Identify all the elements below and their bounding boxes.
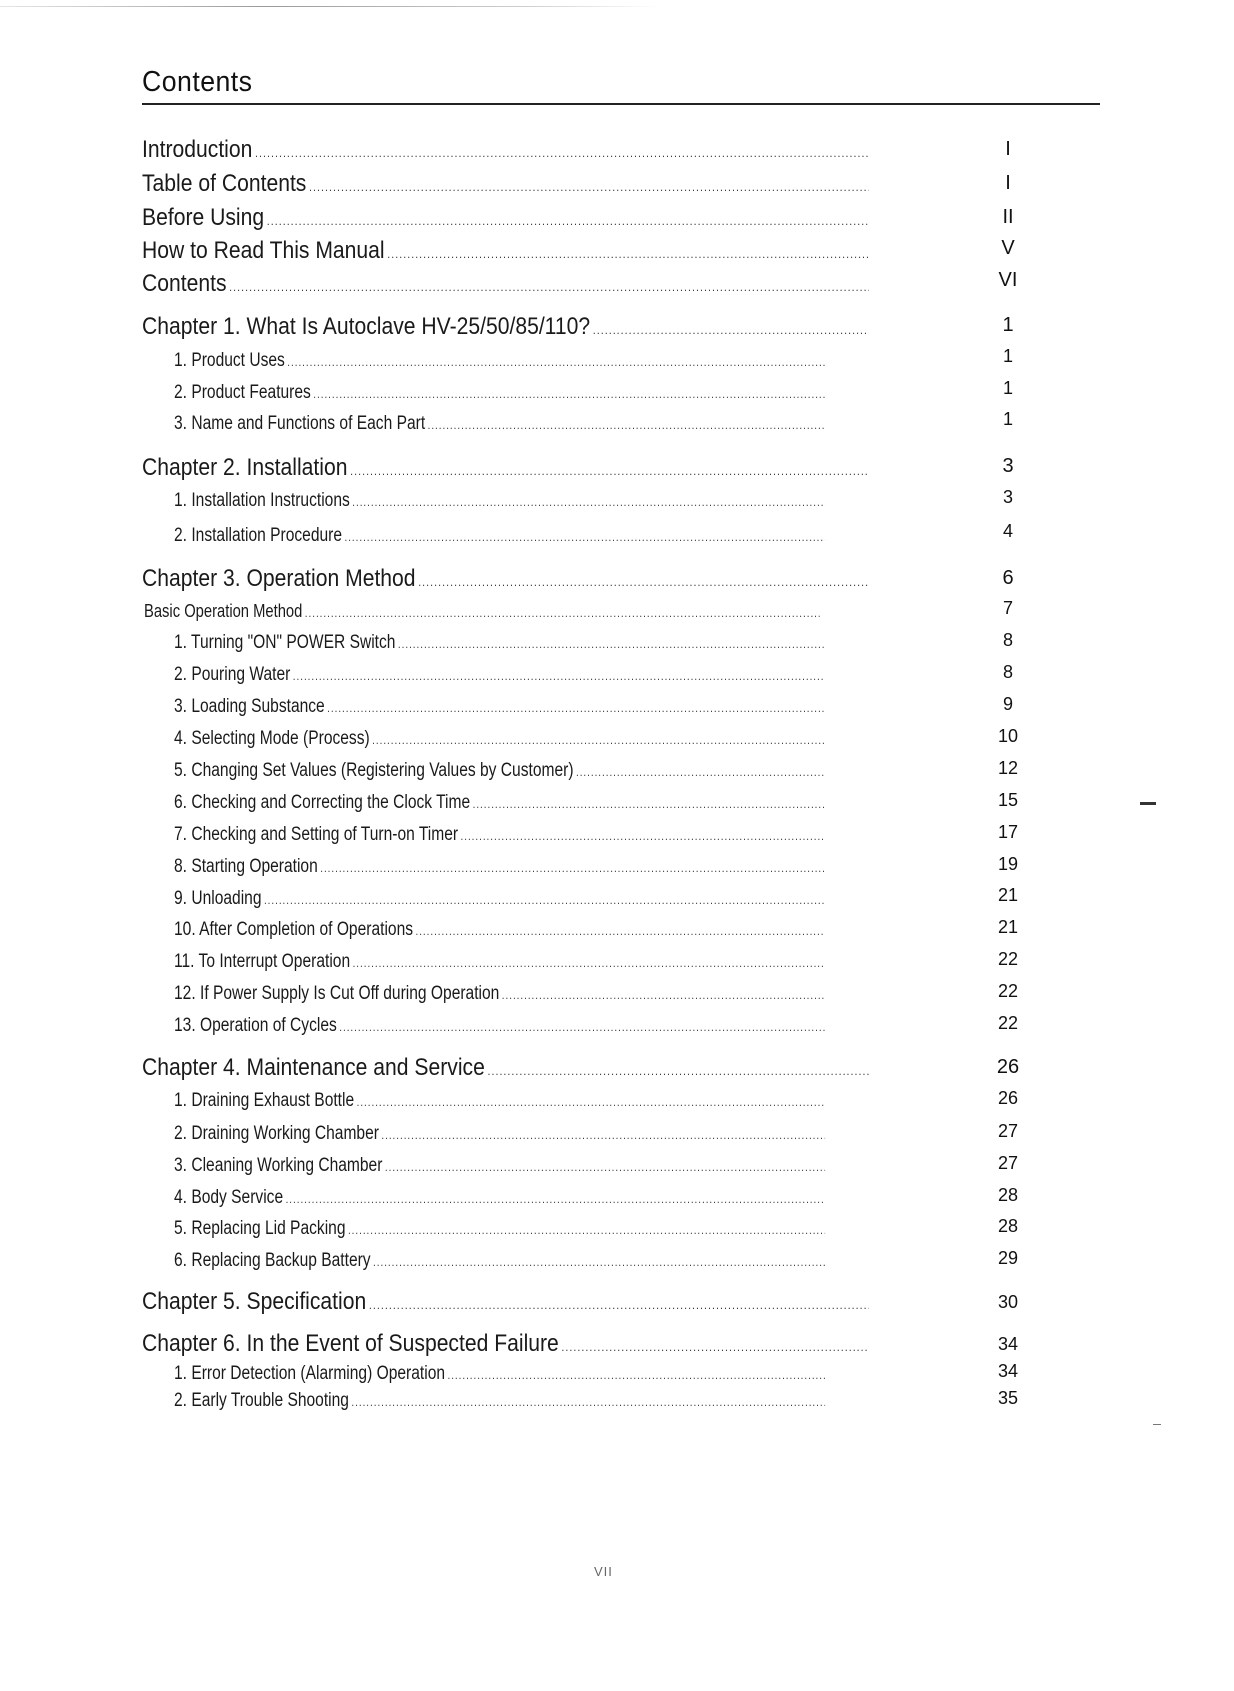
leader-dots [255,146,869,160]
toc-entry-title: Before Using [142,204,265,231]
toc-chapter-4[interactable] [142,1054,869,1082]
toc-page-number: I [1005,138,1011,160]
toc-entry-3-9[interactable] [174,888,825,910]
page-footer-number: VII [594,1564,613,1579]
leader-dots [350,464,869,478]
toc-entry-title: 4. Selecting Mode (Process) [174,728,370,749]
leader-dots [229,280,869,294]
toc-entry-title: 13. Operation of Cycles [174,1015,337,1036]
leader-dots [267,214,869,228]
leader-dots [447,1368,825,1382]
leader-dots [461,829,826,843]
toc-entry-title: 2. Early Trouble Shooting [174,1390,349,1411]
leader-dots [348,1223,825,1237]
toc-page-number: VI [998,269,1018,291]
page-heading: Contents [142,66,253,98]
toc-entry-3-7[interactable] [174,824,825,846]
leader-dots [593,323,869,337]
toc-page-number: 26 [996,1056,1020,1078]
toc-page-number: 34 [997,1334,1019,1354]
toc-page-number: 12 [997,758,1019,778]
toc-entry-title: 1. Installation Instructions [174,490,350,511]
toc-entry-4-1[interactable] [174,1090,825,1112]
leader-dots [369,1298,869,1312]
toc-entry-title: 1. Error Detection (Alarming) Operation [174,1363,446,1384]
toc-chapter-1[interactable] [142,313,869,341]
toc-entry-title: Chapter 1. What Is Autoclave HV-25/50/85/110? [142,313,591,340]
leader-dots [487,1064,868,1078]
leader-dots [372,733,825,747]
toc-entry-contents[interactable] [142,270,869,298]
toc-page-number: 10 [997,726,1019,746]
toc-page-number: 3 [1002,455,1014,477]
toc-page-number: 3 [1002,487,1013,507]
toc-entry-title: 3. Cleaning Working Chamber [174,1155,383,1176]
toc-entry-title: Chapter 6. In the Event of Suspected Failure [142,1330,559,1357]
toc-entry-1-3[interactable] [174,413,825,435]
leader-dots [293,669,825,683]
toc-page-number: 26 [997,1088,1019,1108]
toc-page-number: II [1002,206,1014,228]
leader-dots [357,1095,825,1109]
toc-page-number: 8 [1002,630,1013,650]
leader-dots [286,1192,825,1206]
toc-entry-title: 5. Replacing Lid Packing [174,1218,346,1239]
toc-entry-title: 2. Product Features [174,382,311,403]
toc-entry-3-2[interactable] [174,664,825,686]
toc-entry-title: Chapter 5. Specification [142,1288,367,1315]
toc-entry-3-4[interactable] [174,728,825,750]
toc-page-number: 1 [1002,314,1014,336]
toc-page-number: 4 [1002,521,1013,541]
leader-dots [339,1020,825,1034]
toc-entry-title: 10. After Completion of Operations [174,919,414,940]
toc-entry-basic-operation[interactable] [144,601,820,622]
toc-page-number: 7 [1002,598,1013,618]
toc-entry-title: Introduction [142,136,253,163]
toc-entry-4-3[interactable] [174,1155,825,1177]
toc-entry-4-4[interactable] [174,1187,825,1209]
leader-dots [561,1340,868,1354]
toc-entry-title: Table of Contents [142,170,307,197]
toc-page-number: 22 [997,949,1019,969]
toc-entry-before-using[interactable] [142,204,869,232]
leader-dots [305,606,820,620]
toc-page-number: 1 [1002,378,1013,398]
toc-page-number: V [1001,237,1015,259]
toc-entry-title: 1. Product Uses [174,350,285,371]
leader-dots [313,387,825,401]
toc-entry-title: How to Read This Manual [142,237,385,264]
toc-page-number: 34 [997,1361,1019,1381]
leader-dots [398,637,825,651]
leader-dots [385,1160,825,1174]
leader-dots [473,797,825,811]
toc-page-number: 29 [997,1248,1019,1268]
toc-entry-title: Basic Operation Method [144,601,303,621]
toc-page-number: 27 [997,1153,1019,1173]
toc-page-number: 30 [997,1292,1019,1312]
leader-dots [264,893,825,907]
toc-page-number: 22 [997,1013,1019,1033]
toc-entry-title: 12. If Power Supply Is Cut Off during Operation [174,983,500,1004]
leader-dots [502,988,825,1002]
toc-entry-1-2[interactable] [174,382,825,404]
toc-entry-title: 6. Checking and Correcting the Clock Time [174,792,471,813]
toc-entry-title: 5. Changing Set Values (Registering Values by Customer) [174,760,574,781]
toc-entry-3-8[interactable] [174,856,825,878]
leader-dots [320,861,825,875]
toc-page-number: I [1005,172,1011,194]
toc-page-number: 1 [1002,409,1013,429]
scan-speck [1140,802,1156,805]
toc-entry-table-of-contents[interactable] [142,170,869,198]
toc-entry-6-1[interactable] [174,1363,825,1385]
toc-entry-title: 9. Unloading [174,888,262,909]
toc-entry-title: Chapter 3. Operation Method [142,565,416,592]
leader-dots [352,495,825,509]
toc-page-number: 8 [1002,662,1013,682]
toc-entry-title: 3. Name and Functions of Each Part [174,413,426,434]
leader-dots [353,956,826,970]
toc-page-number: 28 [997,1216,1019,1236]
leader-dots [387,247,869,261]
leader-dots [309,180,869,194]
toc-entry-title: 6. Replacing Backup Battery [174,1250,371,1271]
leader-dots [344,530,825,544]
toc-entry-4-5[interactable] [174,1218,825,1240]
toc-entry-title: 2. Installation Procedure [174,525,343,546]
toc-entry-title: 1. Turning "ON" POWER Switch [174,632,396,653]
toc-entry-title: 4. Body Service [174,1187,284,1208]
toc-entry-how-to-read[interactable] [142,237,869,265]
toc-entry-3-5[interactable] [174,760,825,782]
toc-entry-title: 7. Checking and Setting of Turn-on Timer [174,824,459,845]
leader-dots [428,418,825,432]
toc-page-number: 6 [1002,567,1014,589]
toc-page-number: 9 [1002,694,1013,714]
toc-entry-title: 1. Draining Exhaust Bottle [174,1090,355,1111]
toc-entry-3-3[interactable] [174,696,825,718]
toc-entry-introduction[interactable] [142,136,869,164]
toc-chapter-3[interactable] [142,565,869,593]
toc-chapter-5[interactable] [142,1288,869,1316]
toc-page-number: 19 [997,854,1019,874]
toc-entry-3-13[interactable] [174,1015,825,1037]
toc-entry-title: 2. Pouring Water [174,664,291,685]
toc-page-number: 1 [1002,346,1013,366]
leader-dots [287,355,825,369]
toc-entry-title: Chapter 2. Installation [142,454,348,481]
leader-dots [415,924,825,938]
toc-chapter-6[interactable] [142,1330,869,1358]
leader-dots [381,1128,825,1142]
toc-page-number: 15 [997,790,1019,810]
toc-entry-title: Chapter 4. Maintenance and Service [142,1054,485,1081]
toc-entry-title: 3. Loading Substance [174,696,325,717]
toc-page-number: 17 [997,822,1019,842]
toc-page-number: 27 [997,1121,1019,1141]
leader-dots [351,1395,825,1409]
toc-entry-4-2[interactable] [174,1123,825,1145]
toc-entry-2-2[interactable] [174,525,825,547]
toc-entry-3-6[interactable] [174,792,825,814]
toc-entry-title: 8. Starting Operation [174,856,318,877]
toc-page-number: 35 [997,1388,1019,1408]
toc-page-number: 28 [997,1185,1019,1205]
toc-entry-3-1[interactable] [174,632,825,654]
toc-entry-title: 11. To Interrupt Operation [174,951,351,972]
scan-speck [1153,1424,1161,1425]
leader-dots [418,575,869,589]
toc-entry-4-6[interactable] [174,1250,825,1272]
toc-entry-3-10[interactable] [174,919,825,941]
toc-entry-6-2[interactable] [174,1390,825,1412]
leader-dots [576,765,825,779]
toc-entry-title: Contents [142,270,227,297]
toc-entry-3-12[interactable] [174,983,825,1005]
toc-page-number: 21 [997,917,1019,937]
toc-page-number: 21 [997,885,1019,905]
toc-chapter-2[interactable] [142,454,869,482]
toc-entry-title: 2. Draining Working Chamber [174,1123,379,1144]
toc-page-number: 22 [997,981,1019,1001]
toc-entry-2-1[interactable] [174,490,825,512]
toc-entry-3-11[interactable] [174,951,825,973]
leader-dots [327,701,825,715]
toc-entry-1-1[interactable] [174,350,825,372]
leader-dots [373,1255,825,1269]
